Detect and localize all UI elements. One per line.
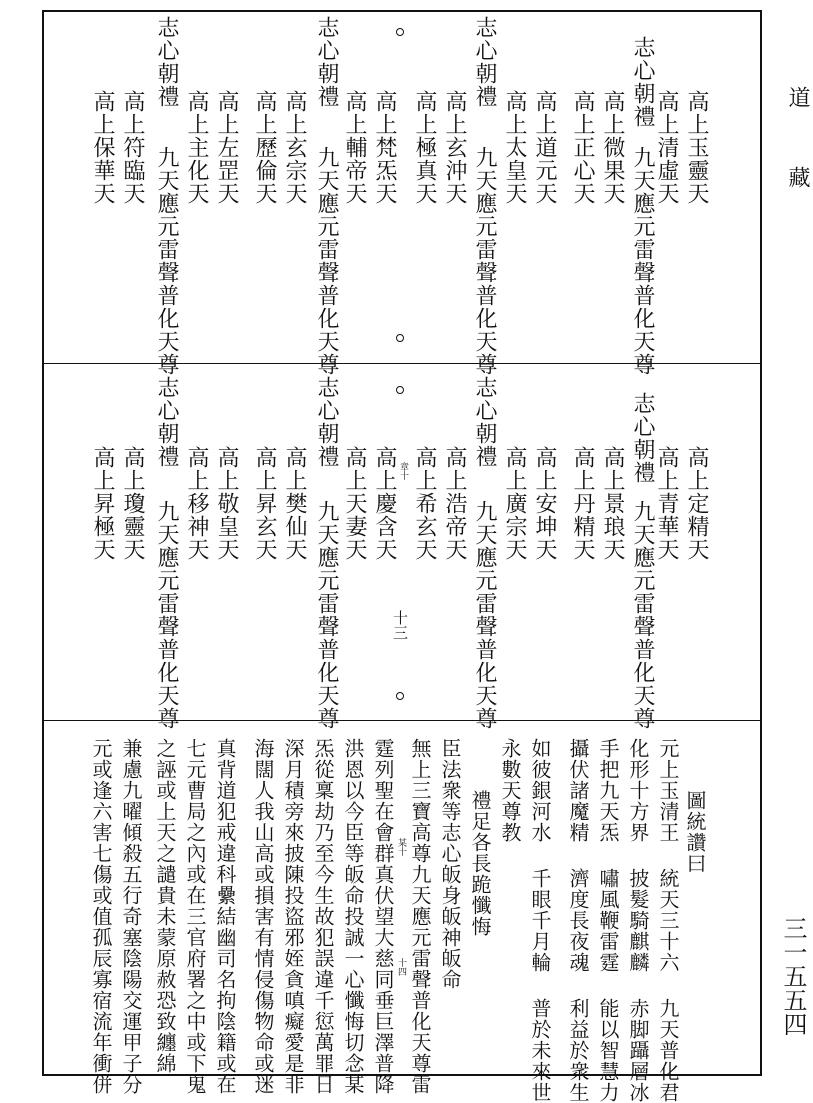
prose-column: 海闊人我山高或損害有情侵傷物命或迷 [251, 738, 275, 1095]
margin-note: 某十 [396, 838, 406, 856]
text-column: 高上天妻天 [342, 446, 367, 561]
prose-column: 深月積旁來披陳投盜邪姪貪嗔癡愛是非 [281, 738, 305, 1095]
text-column: 高上移神天 [184, 446, 209, 561]
prose-column: 元或逢六害七傷或值孤辰寡宿流年衝併 [89, 738, 113, 1095]
text-column: 高上玉靈天 [684, 90, 709, 205]
page-number: 三一五五四 [779, 916, 807, 1036]
text-column: 高上瓊靈天 [120, 446, 145, 561]
binding-circle [396, 386, 404, 394]
text-column: 高上玄宗天 [282, 90, 307, 205]
text-column: 九天應元雷聲普化天尊 [472, 500, 497, 730]
heading-column: 志心朝禮 [314, 16, 339, 108]
sidebar-title-2: 藏 [785, 166, 810, 188]
heading-column: 志心朝禮 [154, 376, 179, 468]
prose-column: 真背道犯戒違科纍結幽司名拘陰籍或在 [213, 738, 237, 1095]
text-column: 高上樊仙天 [282, 446, 307, 561]
prose-column: 無上三寶高尊九天應元雷聲普化天尊雷 [408, 738, 432, 1095]
folio-number: 十三 [391, 610, 409, 640]
text-column: 九天應元雷聲普化天尊 [630, 146, 655, 376]
heading-column: 志心朝禮 [472, 376, 497, 468]
text-column: 高上敬皇天 [214, 446, 239, 561]
verse-column: 手把九天炁 嘯風鞭雷霆 能以智慧力 [596, 738, 620, 1103]
verse-column: 化形十方界 披髮騎麒麟 赤脚躡層冰 [626, 738, 650, 1103]
prose-column: 洪恩以今臣等皈命投誠一心懺悔切念某 [341, 738, 365, 1095]
text-column: 高上左罡天 [214, 90, 239, 205]
prose-column: 兼慮九曜傾殺五行奇塞陰陽交運甲子分 [119, 738, 143, 1095]
text-column: 高上保華天 [90, 90, 115, 205]
prose-column: 臣法衆等志心皈身皈神皈命 [438, 738, 462, 990]
text-column: 高上定精天 [684, 446, 709, 561]
text-column: 高上正心天 [570, 90, 595, 205]
text-column: 高上昇玄天 [252, 446, 277, 561]
text-column: 九天應元雷聲普化天尊 [630, 500, 655, 730]
heading-column: 志心朝禮 [630, 36, 655, 128]
heading-column: 志心朝禮 [314, 376, 339, 468]
text-column: 九天應元雷聲普化天尊 [314, 500, 339, 730]
binding-circle [396, 334, 404, 342]
binding-circle [396, 28, 404, 36]
prose-column: 炁從稟劫乃至今生故犯誤違千愆萬罪日 [311, 738, 335, 1095]
prose-column: 之誣或上天之譴貴未蒙原赦恐致纏綿 [153, 738, 177, 1074]
verse-column: 元上玉清王 統天三十六 九天普化君 [656, 738, 680, 1103]
text-column: 高上景琅天 [600, 446, 625, 561]
text-column: 高上安坤天 [532, 446, 557, 561]
text-column: 高上極真天 [412, 90, 437, 205]
text-column: 高上丹精天 [570, 446, 595, 561]
heading-column: 志心朝禮 [630, 392, 655, 484]
prose-column: 霆列聖在會群真伏望大慈同垂巨澤普降 [371, 738, 395, 1095]
text-column: 高上希玄天 [412, 446, 437, 561]
prose-column: 七元曹局之內或在三官府署之中或下鬼 [183, 738, 207, 1095]
binding-circle [396, 692, 404, 700]
verse-column: 永數天尊教 [498, 738, 522, 843]
margin-note: 章十 [398, 462, 408, 480]
text-column: 九天應元雷聲普化天尊 [314, 146, 339, 376]
text-column: 高上慶含天 [372, 446, 397, 561]
text-column: 高上道元天 [532, 90, 557, 205]
section-title: 圖統讚曰 [683, 790, 707, 874]
text-column: 高上廣宗天 [502, 446, 527, 561]
text-column: 高上歷倫天 [252, 90, 277, 205]
text-column: 高上青華天 [654, 446, 679, 561]
text-column: 九天應元雷聲普化天尊 [154, 500, 179, 730]
text-column: 高上符臨天 [120, 90, 145, 205]
text-column: 高上清虛天 [654, 90, 679, 205]
text-column: 高上玄沖天 [442, 90, 467, 205]
verse-column: 攝伏諸魔精 濟度長夜魂 利益於衆生 [566, 738, 590, 1103]
heading-column: 志心朝禮 [154, 16, 179, 108]
text-column: 高上浩帝天 [442, 446, 467, 561]
text-column: 九天應元雷聲普化天尊 [154, 146, 179, 376]
margin-note: 十四 [396, 958, 406, 976]
text-column: 高上輔帝天 [342, 90, 367, 205]
prose-column: 禮足各長跪懺悔 [468, 790, 492, 937]
text-column: 高上微果天 [600, 90, 625, 205]
heading-column: 志心朝禮 [472, 16, 497, 108]
text-column: 九天應元雷聲普化天尊 [472, 146, 497, 376]
sidebar-title-1: 道 [785, 86, 810, 108]
text-column: 高上主化天 [184, 90, 209, 205]
text-column: 高上昇極天 [90, 446, 115, 561]
text-column: 高上梵炁天 [372, 90, 397, 205]
verse-column: 如彼銀河水 千眼千月輪 普於未來世 [528, 738, 552, 1103]
text-column: 高上太皇天 [502, 90, 527, 205]
